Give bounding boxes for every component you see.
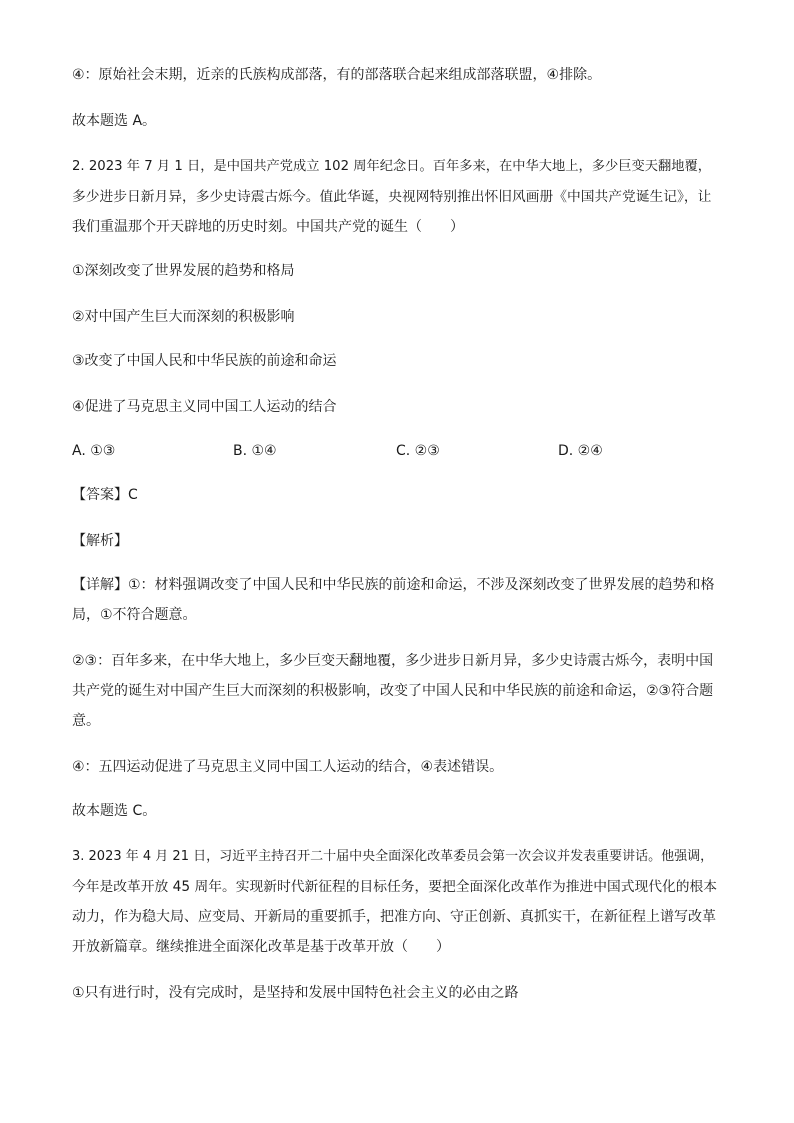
explanation-line-4: ④：原始社会末期，近亲的氏族构成部落，有的部落联合起来组成部落联盟，④排除。 (72, 67, 602, 83)
q1-conclusion: 故本题选 A。 (72, 113, 157, 129)
answer-tag: 【答案】 (72, 487, 128, 503)
detail-line-3: ④：五四运动促进了马克思主义同中国工人运动的结合，④表述错误。 (72, 759, 504, 775)
q2-statement-1: ①深刻改变了世界发展的趋势和格局 (72, 263, 295, 279)
q2-stem-line-2: 多少进步日新月异，多少史诗震古烁今。值此华诞，央视网特别推出怀旧风画册《中国共产党诞生记》，让 (72, 189, 712, 205)
q3-statement-1: ①只有进行时，没有完成时，是坚持和发展中国特色社会主义的必由之路 (72, 985, 519, 1001)
detail-line-2a: ②③：百年多来，在中华大地上，多少巨变天翻地覆，多少进步日新月异，多少史诗震古烁今，表明中国 (72, 653, 714, 669)
q2-stem-line-3: 我们重温那个开天辟地的历史时刻。中国共产党的诞生（ ） (72, 219, 464, 235)
q3-stem-line-2: 今年是改革开放 45 周年。实现新时代新征程的目标任务，要把全面深化改革作为推进中国式现代化的根本 (72, 879, 717, 895)
detail-line-1a (72, 570, 722, 600)
detail-line-2b: 共产党的诞生对中国产生巨大而深刻的积极影响，改变了中国人民和中华民族的前途和命运，②③符合题 (72, 683, 714, 699)
analysis-tag: 【解析】 (72, 533, 128, 549)
detail-tag: 【详解】 (72, 577, 128, 593)
detail-line-2c: 意。 (72, 713, 100, 729)
q2-statement-2: ②对中国产生巨大而深刻的积极影响 (72, 309, 295, 325)
q3-stem-line-4: 开放新篇章。继续推进全面深化改革是基于改革开放（ ） (72, 939, 450, 955)
q2-option-d: D. ②④ (558, 443, 603, 459)
q2-stem-line-1: 2. 2023 年 7 月 1 日，是中国共产党成立 102 周年纪念日。百年多来，在中华大地上，多少巨变天翻地覆， (72, 159, 711, 174)
q2-answer (72, 480, 722, 510)
q3-stem-line-1: 3. 2023 年 4 月 21 日，习近平主持召开二十届中央全面深化改革委员会第一次会议并发表重要讲话。他强调， (72, 849, 714, 864)
detail-text-1a: ①：材料强调改变了中国人民和中华民族的前途和命运，不涉及深刻改变了世界发展的趋势和格 (128, 577, 715, 593)
q2-option-a: A. ①③ (72, 443, 116, 459)
q3-stem-line-3: 动力，作为稳大局、应变局、开新局的重要抓手，把准方向、守正创新、真抓实干，在新征程上谱写改革 (72, 909, 716, 925)
q2-conclusion: 故本题选 C。 (72, 803, 157, 819)
q2-statement-3: ③改变了中国人民和中华民族的前途和命运 (72, 353, 337, 369)
q2-statement-4: ④促进了马克思主义同中国工人运动的结合 (72, 399, 337, 415)
detail-line-1b: 局，①不符合题意。 (72, 607, 197, 623)
q2-option-b: B. ①④ (233, 443, 277, 459)
answer-value: C (128, 487, 138, 503)
q2-option-c: C. ②③ (396, 443, 440, 459)
